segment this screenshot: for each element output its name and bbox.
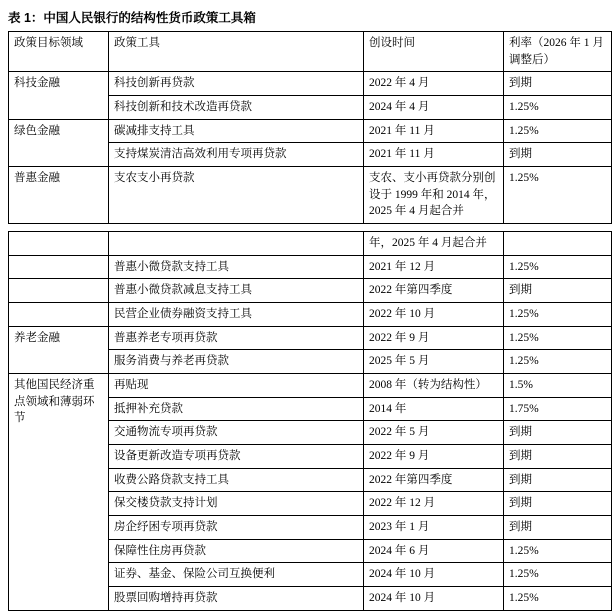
cell-created: 2022 年第四季度 — [364, 279, 504, 303]
cell-rate: 1.25% — [504, 255, 612, 279]
cell-tool: 再贴现 — [109, 374, 364, 398]
cell-tool: 普惠小微贷款支持工具 — [109, 255, 364, 279]
cell-rate: 到期 — [504, 468, 612, 492]
cell-created: 2025 年 5 月 — [364, 350, 504, 374]
cell-rate: 1.75% — [504, 397, 612, 421]
cell-tool: 科技创新再贷款 — [109, 72, 364, 96]
table-row — [9, 72, 612, 96]
table-row — [9, 279, 612, 303]
cell-tool: 房企纾困专项再贷款 — [109, 516, 364, 540]
table-row — [9, 326, 612, 350]
cell-tool: 保障性住房再贷款 — [109, 539, 364, 563]
cell-area — [9, 232, 109, 256]
column-header-rate: 利率（2026 年 1 月调整后） — [504, 32, 612, 72]
cell-created: 2021 年 12 月 — [364, 255, 504, 279]
cell-tool: 民营企业债券融资支持工具 — [109, 303, 364, 327]
policy-tools-table-part1 — [8, 31, 612, 224]
cell-rate: 到期 — [504, 279, 612, 303]
cell-created: 2024 年 10 月 — [364, 563, 504, 587]
cell-created-continued: 年，2025 年 4 月起合并 — [364, 232, 504, 256]
cell-area: 绿色金融 — [9, 119, 109, 166]
table-row — [9, 303, 612, 327]
cell-rate: 1.25% — [504, 326, 612, 350]
table-row — [9, 119, 612, 143]
table-row — [9, 255, 612, 279]
cell-rate: 到期 — [504, 445, 612, 469]
cell-created: 2022 年 10 月 — [364, 303, 504, 327]
cell-created: 2022 年 5 月 — [364, 421, 504, 445]
cell-rate: 到期 — [504, 72, 612, 96]
table-row — [9, 374, 612, 398]
cell-rate: 1.25% — [504, 96, 612, 120]
cell-tool: 证券、基金、保险公司互换便利 — [109, 563, 364, 587]
cell-created: 2023 年 1 月 — [364, 516, 504, 540]
cell-created: 2014 年 — [364, 397, 504, 421]
cell-area: 普惠金融 — [9, 167, 109, 224]
cell-rate: 1.25% — [504, 350, 612, 374]
cell-rate: 到期 — [504, 492, 612, 516]
cell-tool: 普惠养老专项再贷款 — [109, 326, 364, 350]
cell-area — [9, 255, 109, 279]
cell-tool: 股票回购增持再贷款 — [109, 587, 364, 611]
cell-area — [9, 303, 109, 327]
cell-area: 科技金融 — [9, 72, 109, 119]
cell-created: 2022 年 9 月 — [364, 326, 504, 350]
cell-rate: 1.25% — [504, 167, 612, 224]
column-header-created: 创设时间 — [364, 32, 504, 72]
cell-area: 其他国民经济重点领域和薄弱环节 — [9, 374, 109, 611]
table-header-row — [9, 32, 612, 72]
cell-tool: 服务消费与养老再贷款 — [109, 350, 364, 374]
cell-created: 2021 年 11 月 — [364, 143, 504, 167]
table-row-continuation — [9, 232, 612, 256]
cell-tool: 保交楼贷款支持计划 — [109, 492, 364, 516]
cell-created: 2022 年 4 月 — [364, 72, 504, 96]
table-row — [9, 167, 612, 224]
cell-created: 2024 年 6 月 — [364, 539, 504, 563]
cell-rate: 1.5% — [504, 374, 612, 398]
cell-rate: 1.25% — [504, 563, 612, 587]
cell-rate: 到期 — [504, 421, 612, 445]
cell-tool: 支持煤炭清洁高效利用专项再贷款 — [109, 143, 364, 167]
column-header-area: 政策目标领域 — [9, 32, 109, 72]
cell-tool: 碳减排支持工具 — [109, 119, 364, 143]
cell-tool — [109, 232, 364, 256]
cell-created: 2008 年（转为结构性） — [364, 374, 504, 398]
cell-area — [9, 279, 109, 303]
cell-created: 2024 年 4 月 — [364, 96, 504, 120]
policy-tools-table-part2 — [8, 231, 612, 611]
cell-rate: 到期 — [504, 143, 612, 167]
column-header-tool: 政策工具 — [109, 32, 364, 72]
cell-rate: 1.25% — [504, 119, 612, 143]
cell-created: 2022 年 12 月 — [364, 492, 504, 516]
cell-rate — [504, 232, 612, 256]
cell-tool: 收费公路贷款支持工具 — [109, 468, 364, 492]
cell-area: 养老金融 — [9, 326, 109, 373]
cell-tool: 交通物流专项再贷款 — [109, 421, 364, 445]
cell-rate: 1.25% — [504, 303, 612, 327]
cell-rate: 1.25% — [504, 539, 612, 563]
cell-tool: 设备更新改造专项再贷款 — [109, 445, 364, 469]
cell-created: 2022 年第四季度 — [364, 468, 504, 492]
table-page-break-gap — [8, 224, 611, 231]
table-caption: 表 1：中国人民银行的结构性货币政策工具箱 — [8, 11, 256, 25]
cell-tool: 科技创新和技术改造再贷款 — [109, 96, 364, 120]
cell-tool: 抵押补充贷款 — [109, 397, 364, 421]
cell-rate: 1.25% — [504, 587, 612, 611]
cell-created: 2022 年 9 月 — [364, 445, 504, 469]
cell-tool: 支农支小再贷款 — [109, 167, 364, 224]
cell-tool: 普惠小微贷款减息支持工具 — [109, 279, 364, 303]
cell-created: 2021 年 11 月 — [364, 119, 504, 143]
cell-created: 支农、支小再贷款分别创设于 1999 年和 2014 年，2025 年 4 月起合并 — [364, 167, 504, 224]
cell-created: 2024 年 10 月 — [364, 587, 504, 611]
cell-rate: 到期 — [504, 516, 612, 540]
